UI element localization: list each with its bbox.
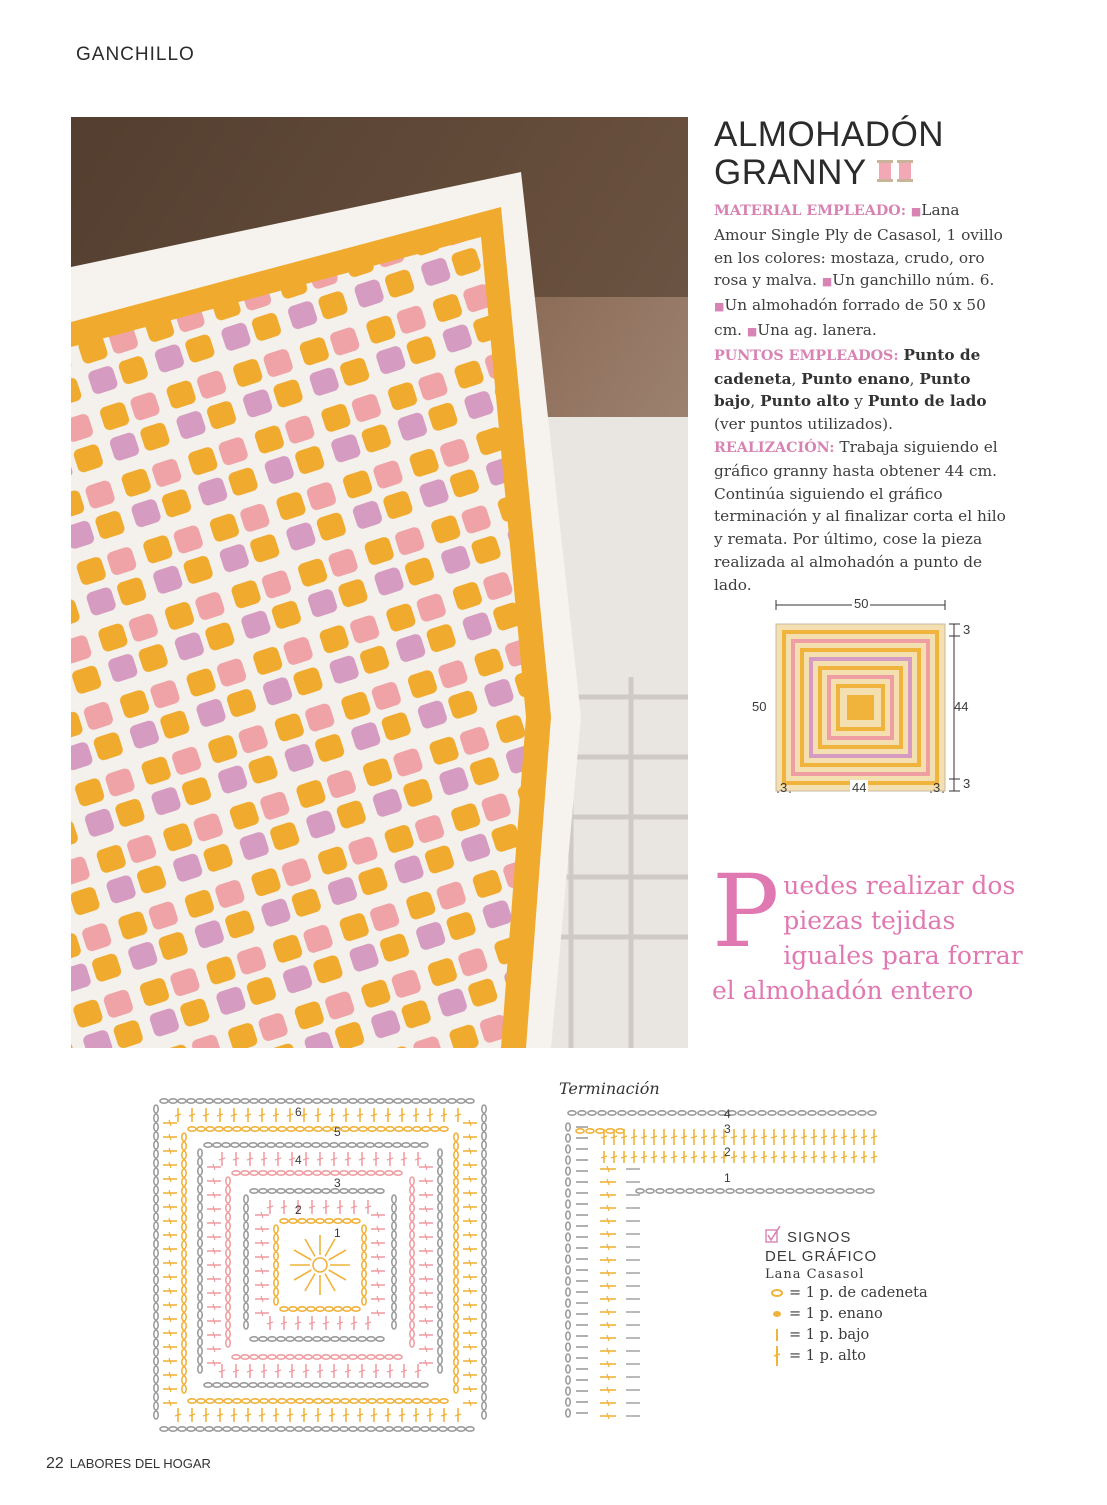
legend-item: = 1 p. bajo [789,1326,870,1343]
spool-icon [875,154,917,192]
material-item: Una ag. lanera. [757,320,877,339]
article-title [714,116,944,192]
pull-quote [712,853,1042,1008]
dim-corner: 3 [963,622,971,637]
round-label: 1 [334,1226,341,1240]
chain-stitch-icon [767,1289,787,1297]
dim-corner: 3 [933,780,941,795]
stitch-name: Punto enano [801,369,910,388]
round-label: 2 [295,1203,302,1217]
puntos-heading: PUNTOS EMPLEADOS: [714,347,899,364]
material-item: Lana Amour Single Ply de Casasol, 1 ovillo en los colores: mostaza, crudo, oro rosa y malva. [714,201,1003,290]
row-label: 1 [724,1171,731,1185]
legend-title: SIGNOS [787,1228,852,1246]
round-label: 3 [334,1176,341,1190]
size-schematic [748,596,988,821]
row-label: 3 [724,1122,731,1136]
granny-chart-drawing [150,1097,490,1432]
cushion-photo [71,117,688,1048]
legend-item: = 1 p. de cadeneta [789,1284,928,1301]
title-line-2: GRANNY [714,153,867,192]
legend-item: = 1 p. alto [789,1347,866,1364]
stitch-name: Punto alto [760,392,850,411]
stitch-name: Punto bajo [714,369,971,411]
realizacion-heading: REALIZACIÓN: [714,439,835,456]
dim-corner: 3 [963,776,971,791]
material-item: Un almohadón forrado de 50 x 50 cm. [714,296,986,339]
stitch-name: Punto de cadeneta [714,345,981,388]
slip-stitch-icon [767,1310,787,1318]
checkbox-icon [765,1226,781,1248]
magazine-name: LABORES DEL HOGAR [69,1456,211,1471]
granny-chart [150,1097,490,1432]
legend-yarn: Lana Casasol [765,1267,865,1282]
row-label: 2 [724,1145,731,1159]
cushion-photo-image [71,117,688,1048]
quote-text: uedes realizar dos piezas tejidas iguales para forrar el almohadón entero [712,871,1023,1005]
dim-left: 50 [752,699,767,714]
round-label: 5 [334,1125,341,1139]
realizacion-text: Trabaja siguiendo el gráfico granny hasta obtener 44 cm. Continúa siguiendo el gráfico terminación y al finalizar corta el hilo y remata. Por último, cose la pieza realizada al almohadón a punto de lado. [714,437,1006,594]
dim-bottom: 44 [852,780,867,795]
material-item: Un ganchillo núm. 6. [832,271,995,290]
legend-subtitle: DEL GRÁFICO [765,1248,878,1265]
chart-legend [765,1226,928,1366]
row-label: 4 [724,1107,731,1121]
material-heading: MATERIAL EMPLEADO: [714,203,907,219]
page-footer [46,1455,211,1473]
dim-right: 44 [954,699,969,714]
single-crochet-icon [767,1328,787,1342]
stitch-name: Punto de lado [867,392,987,411]
dim-corner: 3 [780,780,788,795]
drop-cap: P [712,853,780,970]
instructions: MATERIAL EMPLEADO: ■Lana Amour Single Ply de Casasol, 1 ovillo en los colores: mostaza, crudo, oro rosa y malva. ■Un ganchillo núm. 6. ■Un almohadón forrado de 50 x 50 cm. ■Una ag. lanera. PUNTOS EMPLEADOS: Punto de cadeneta, Punto enano, Punto bajo, Punto alto y Punto de lado (ver puntos utilizados). REALIZACIÓN: Trabaja siguiendo el gráfico granny hasta obtener 44 cm. Continúa siguiendo el gráfico terminación y al finalizar corta el hilo y remata. Por último, cose la pieza realizada al almohadón a punto de lado. [714,201,1006,594]
page-number: 22 [46,1455,64,1472]
title-line-1: ALMOHADÓN [714,115,945,154]
terminacion-title: Terminación [559,1079,660,1098]
double-crochet-icon [767,1345,787,1367]
round-label: 6 [295,1105,302,1119]
round-label: 4 [295,1153,302,1167]
section-label: GANCHILLO [76,44,195,65]
dim-top: 50 [854,596,869,611]
legend-item: = 1 p. enano [789,1305,883,1322]
